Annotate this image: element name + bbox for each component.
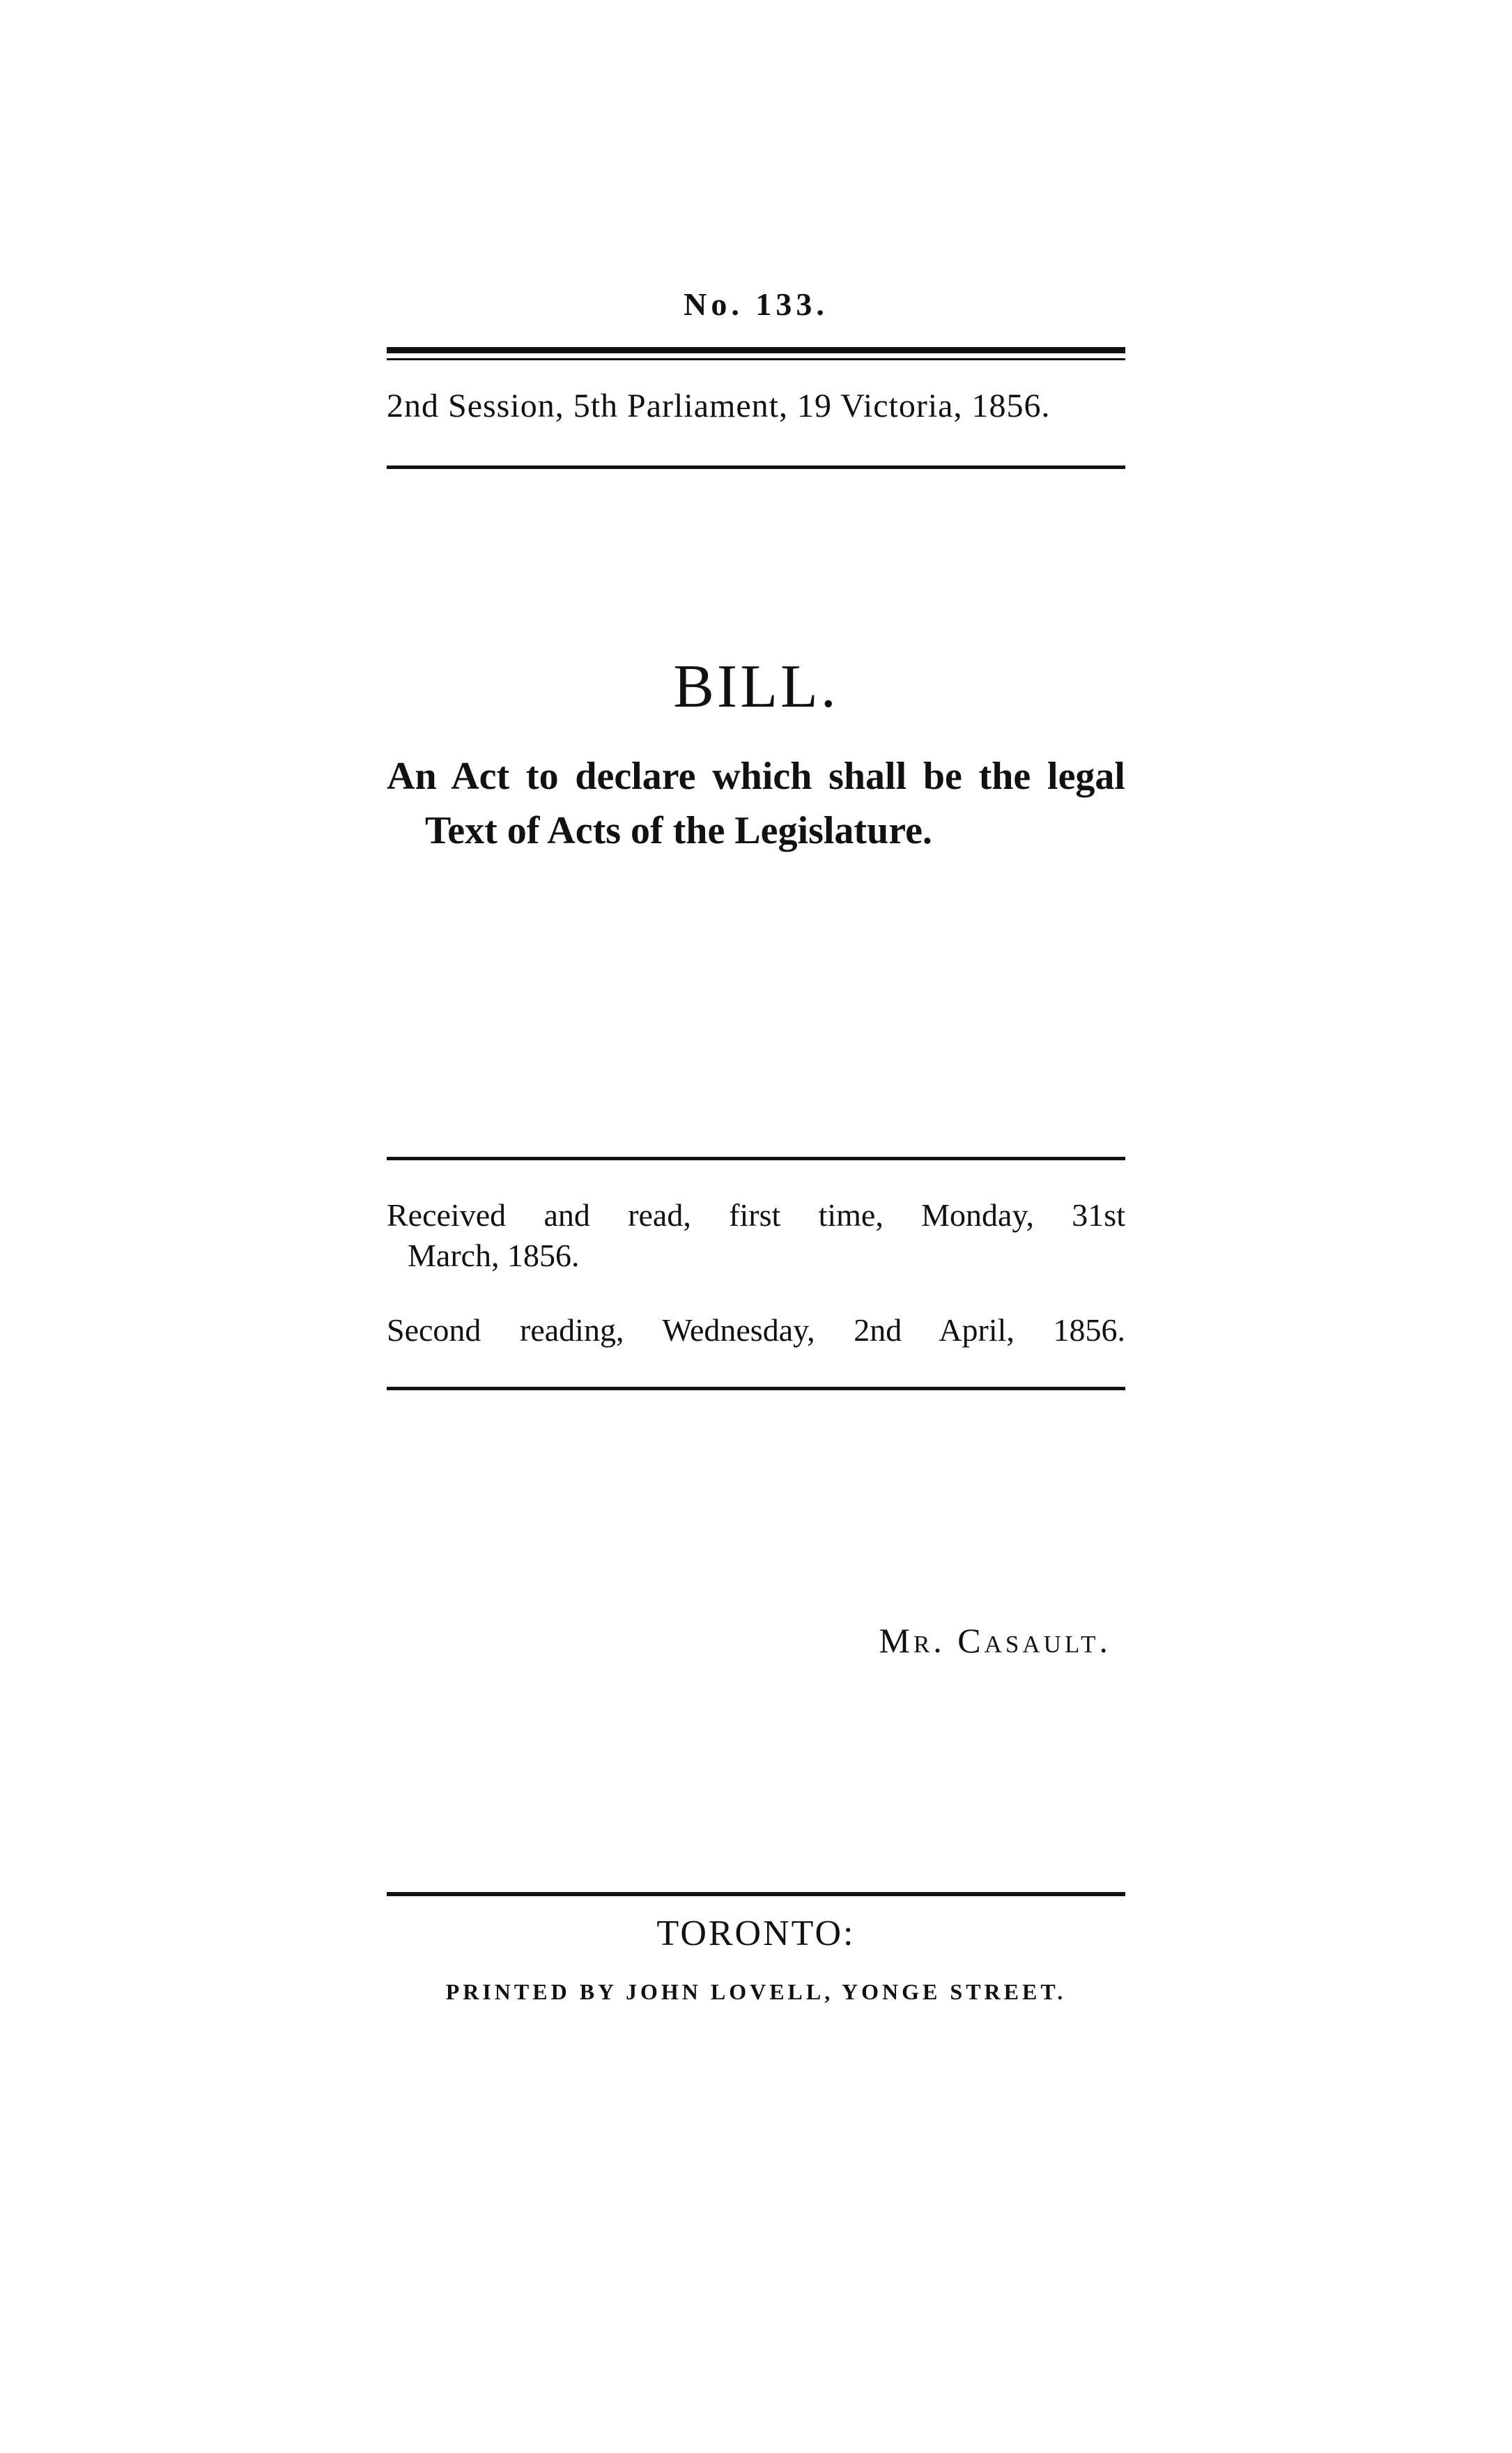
act-title: [387, 749, 1125, 858]
header-rule-top: [387, 347, 1125, 353]
act-title-line-1: An Act to declare which shall be the legal: [387, 755, 1125, 798]
header-rule-top-thin: [387, 358, 1125, 360]
imprint-rule: [387, 1892, 1125, 1896]
second-reading: Second reading, Wednesday, 2nd April, 1856.: [387, 1312, 1125, 1348]
readings-rule-bottom: [387, 1387, 1125, 1390]
bill-heading: BILL.: [673, 653, 839, 721]
header-rule-bottom: [387, 466, 1125, 469]
imprint-city: TORONTO:: [656, 1914, 856, 1953]
first-reading-line-1: Received and read, first time, Monday, 31st: [387, 1197, 1125, 1233]
readings-rule-top: [387, 1157, 1125, 1160]
bill-number: No. 133.: [684, 286, 828, 322]
first-reading-line-2: March, 1856.: [408, 1238, 580, 1273]
sponsor-name: Mr. Casault.: [879, 1621, 1111, 1660]
first-reading: [387, 1195, 1125, 1276]
act-title-line-2: Text of Acts of the Legislature.: [425, 809, 932, 852]
session-line: 2nd Session, 5th Parliament, 19 Victoria, 1856.: [387, 387, 1051, 424]
imprint-printer: PRINTED BY JOHN LOVELL, YONGE STREET.: [445, 1979, 1067, 2004]
